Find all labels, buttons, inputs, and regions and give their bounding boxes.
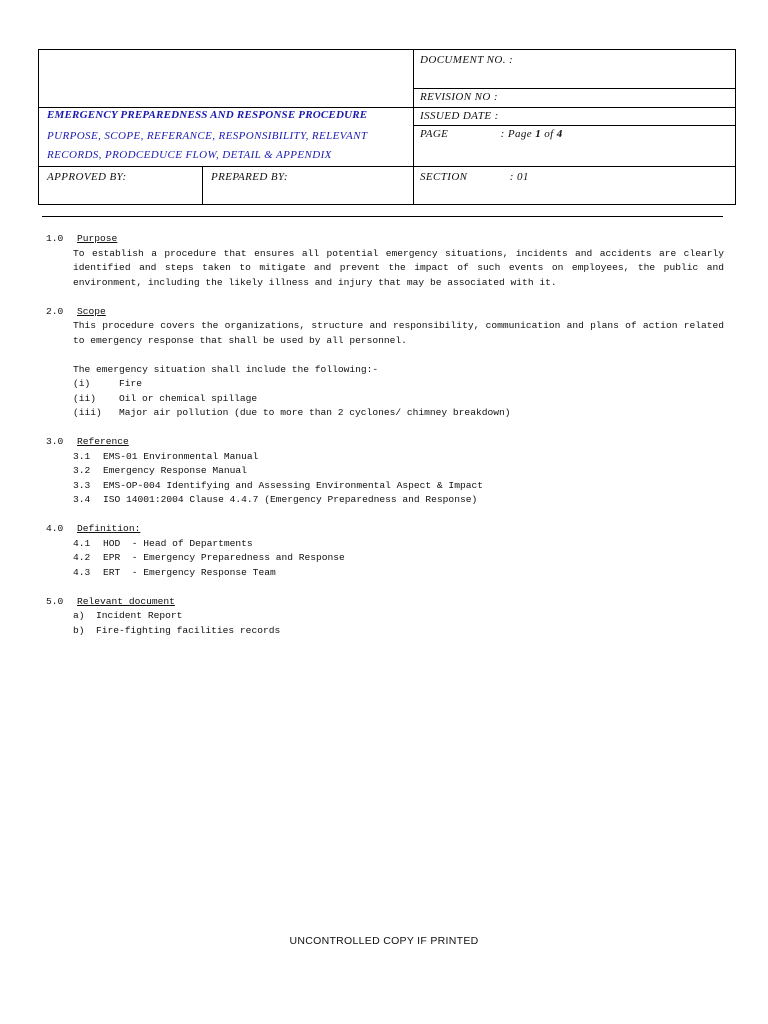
list-value: Fire-fighting facilities records [96, 624, 281, 636]
section-number: 2.0 [46, 305, 64, 317]
scope-intro: The emergency situation shall include the following:- [73, 363, 379, 375]
section-number: 5.0 [46, 595, 64, 607]
section-number: 1.0 [46, 233, 64, 244]
section-title: Relevant document [77, 595, 175, 607]
definition-list [46, 537, 724, 581]
list-key: 3.2 [73, 465, 91, 476]
procedure-subtitle [47, 127, 409, 165]
list-value: EMS-01 Environmental Manual [103, 450, 259, 462]
list-value: EMS-OP-004 Identifying and Assessing Environmental Aspect & Impact [103, 479, 483, 491]
section-title: Purpose [77, 233, 118, 244]
page-current: 1 [535, 128, 542, 140]
section-info [420, 171, 529, 183]
meta-divider-2 [414, 107, 735, 108]
page-label: PAGE [420, 128, 449, 140]
title-cell [39, 50, 414, 167]
list-value: HOD - Head of Departments [103, 537, 253, 549]
approved-by-label: APPROVED BY: [47, 171, 127, 183]
list-item [73, 406, 724, 421]
section-purpose [46, 232, 724, 290]
list-item [73, 566, 724, 581]
list-item [73, 493, 724, 508]
list-item [73, 624, 724, 639]
list-value: Incident Report [96, 610, 183, 621]
issued-date-label: ISSUED DATE : [420, 110, 499, 122]
section-scope [46, 305, 724, 421]
list-item [73, 450, 724, 465]
list-value: Fire [119, 378, 143, 389]
meta-cell [414, 50, 736, 167]
section-cell [414, 167, 736, 205]
section-number: 4.0 [46, 523, 64, 534]
list-key: b) [73, 624, 85, 636]
section-title: Reference [77, 436, 129, 447]
page-total: 4 [556, 128, 563, 140]
document-header-table [38, 49, 736, 205]
uncontrolled-copy-footer: UNCONTROLLED COPY IF PRINTED [289, 935, 479, 947]
section-value: : 01 [509, 171, 529, 183]
meta-divider-3 [414, 125, 735, 126]
list-value: Emergency Response Manual [103, 465, 247, 476]
section-title: Scope [77, 305, 106, 317]
section-relevant-document [46, 595, 724, 639]
section-reference [46, 435, 724, 508]
prepared-by-label: PREPARED BY: [211, 171, 288, 183]
title-divider [39, 107, 413, 108]
page-of: of [544, 128, 554, 140]
list-item [73, 609, 724, 624]
list-value: ERT - Emergency Response Team [103, 566, 276, 578]
list-item [73, 464, 724, 479]
meta-divider-1 [414, 88, 735, 89]
list-key: a) [73, 610, 85, 621]
prepared-by-cell [203, 167, 414, 205]
list-key: (i) [73, 378, 91, 389]
document-no-label: DOCUMENT NO. : [420, 54, 514, 66]
revision-no-label: REVISION NO : [420, 91, 498, 103]
subtitle-line-1: PURPOSE, SCOPE, REFERANCE, RESPONSIBILITY, RELEVANT [47, 130, 368, 142]
page-info [420, 128, 563, 140]
page-prefix: : Page [500, 128, 533, 140]
list-key: (ii) [73, 392, 97, 404]
list-key: 3.4 [73, 494, 91, 505]
section-label: SECTION [420, 171, 468, 183]
section-title: Definition: [77, 523, 141, 534]
list-key: 3.1 [73, 450, 91, 462]
list-key: 4.3 [73, 566, 91, 578]
relevant-list [46, 609, 724, 638]
scope-text: This procedure covers the organizations, structure and responsibility, communication and plans of action related to emergency response that shall be used by all personnel. [73, 320, 724, 346]
section-definition [46, 522, 724, 580]
list-key: 4.2 [73, 552, 91, 563]
document-body [46, 232, 724, 638]
list-value: Oil or chemical spillage [119, 392, 258, 404]
list-value: Major air pollution (due to more than 2 cyclones/ chimney breakdown) [119, 407, 511, 418]
list-item [73, 392, 724, 407]
list-key: (iii) [73, 407, 102, 418]
section-number: 3.0 [46, 436, 64, 447]
list-value: EPR - Emergency Preparedness and Response [103, 552, 345, 563]
list-item [73, 479, 724, 494]
list-item [73, 377, 724, 392]
emergency-list [46, 377, 724, 421]
list-key: 4.1 [73, 537, 91, 549]
list-item [73, 551, 724, 566]
list-value: ISO 14001:2004 Clause 4.4.7 (Emergency Preparedness and Response) [103, 494, 478, 505]
list-key: 3.3 [73, 479, 91, 491]
purpose-text: To establish a procedure that ensures all potential emergency situations, incidents and accidents are clearly identified and steps taken to mitigate and prevent the impact of such events on employees, the public and environment, including the likely illness and injury that may be associated with it. [73, 247, 724, 288]
procedure-title: EMERGENCY PREPAREDNESS AND RESPONSE PROCEDURE [47, 109, 368, 121]
reference-list [46, 450, 724, 508]
list-item [73, 537, 724, 552]
subtitle-line-2: RECORDS, PRODCEDUCE FLOW, DETAIL & APPENDIX [47, 149, 332, 161]
header-separator [42, 216, 723, 217]
approved-by-cell [39, 167, 203, 205]
